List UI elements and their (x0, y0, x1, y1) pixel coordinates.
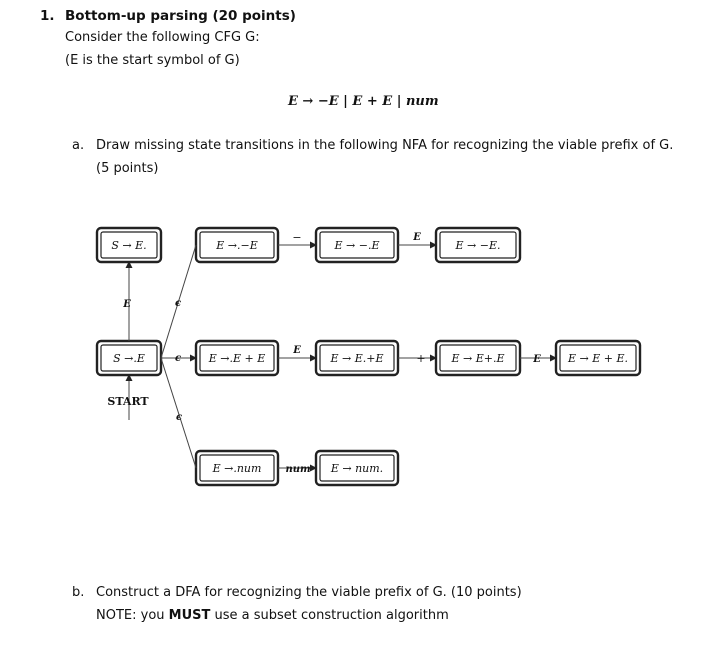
edge-e-top (398, 232, 436, 245)
start-symbol-note: (E is the start symbol of G) (65, 53, 240, 68)
start-label: START (107, 395, 149, 408)
state-e-dot-minus-e (196, 228, 278, 262)
state-label: E → E + E. (567, 352, 629, 365)
edge-label: E (533, 354, 541, 365)
question-number: 1. (40, 8, 55, 24)
edge-label: ϵ (174, 298, 182, 309)
state-label: E → −.E (334, 239, 380, 252)
state-label: E →.−E (216, 239, 258, 252)
state-e-e-dot-plus-e (316, 341, 398, 375)
note-must: MUST (168, 608, 211, 623)
edge-epsilon-up (161, 245, 196, 358)
state-label: E → num. (330, 462, 384, 475)
start-arrow (107, 375, 149, 420)
edge-label: E (293, 345, 301, 356)
part-b-text: Construct a DFA for recognizing the viable prefix of G. (10 points) (96, 585, 522, 600)
edge-label: num (285, 464, 311, 475)
edge-e-last (520, 354, 556, 365)
edge-label: + (416, 352, 426, 365)
state-label: S →.E (113, 352, 145, 365)
state-e-minus-dot-e (316, 228, 398, 262)
question-title: Bottom-up parsing (20 points) (65, 8, 296, 24)
state-label: E → E+.E (451, 352, 505, 365)
state-e-minus-e-dot (436, 228, 520, 262)
part-b-letter: b. (72, 585, 85, 600)
edge-epsilon-mid (161, 353, 196, 364)
state-label: E →.E + E (208, 352, 266, 365)
edge-e-mid (278, 345, 316, 358)
note-suffix: use a subset construction algorithm (210, 608, 449, 623)
edge-label: ϵ (174, 353, 182, 364)
state-e-dot-num (196, 451, 278, 485)
note-prefix: NOTE: you (96, 608, 169, 623)
part-b-note (96, 608, 449, 623)
state-e-num-dot (316, 451, 398, 485)
grammar-rule: E → −E | E + E | num (288, 94, 439, 109)
state-label: E →.num (212, 462, 262, 475)
state-e-e-plus-e-dot (556, 341, 640, 375)
part-a-letter: a. (72, 138, 85, 153)
part-a-text: Draw missing state transitions in the following NFA for recognizing the viable prefix of G. (96, 138, 674, 153)
state-label: S → E. (111, 239, 147, 252)
edge-label: E (413, 232, 421, 243)
state-s-dot-e-final (97, 228, 161, 262)
state-e-e-plus-dot-e (436, 341, 520, 375)
state-label: E → E.+E (330, 352, 384, 365)
state-label: E → −E. (455, 239, 501, 252)
question-intro: Consider the following CFG G: (65, 30, 260, 45)
edge-label: E (123, 299, 131, 310)
edge-plus (398, 352, 436, 365)
part-a-points: (5 points) (96, 161, 159, 176)
state-s-dot-e-start (97, 341, 161, 375)
edge-label: − (292, 231, 302, 244)
state-e-dot-e-plus-e (196, 341, 278, 375)
edge-minus (278, 231, 316, 245)
edge-e-vertical (122, 262, 131, 341)
edge-epsilon-down (161, 358, 196, 468)
edge-label: ϵ (175, 412, 183, 423)
edge-num (278, 464, 316, 475)
